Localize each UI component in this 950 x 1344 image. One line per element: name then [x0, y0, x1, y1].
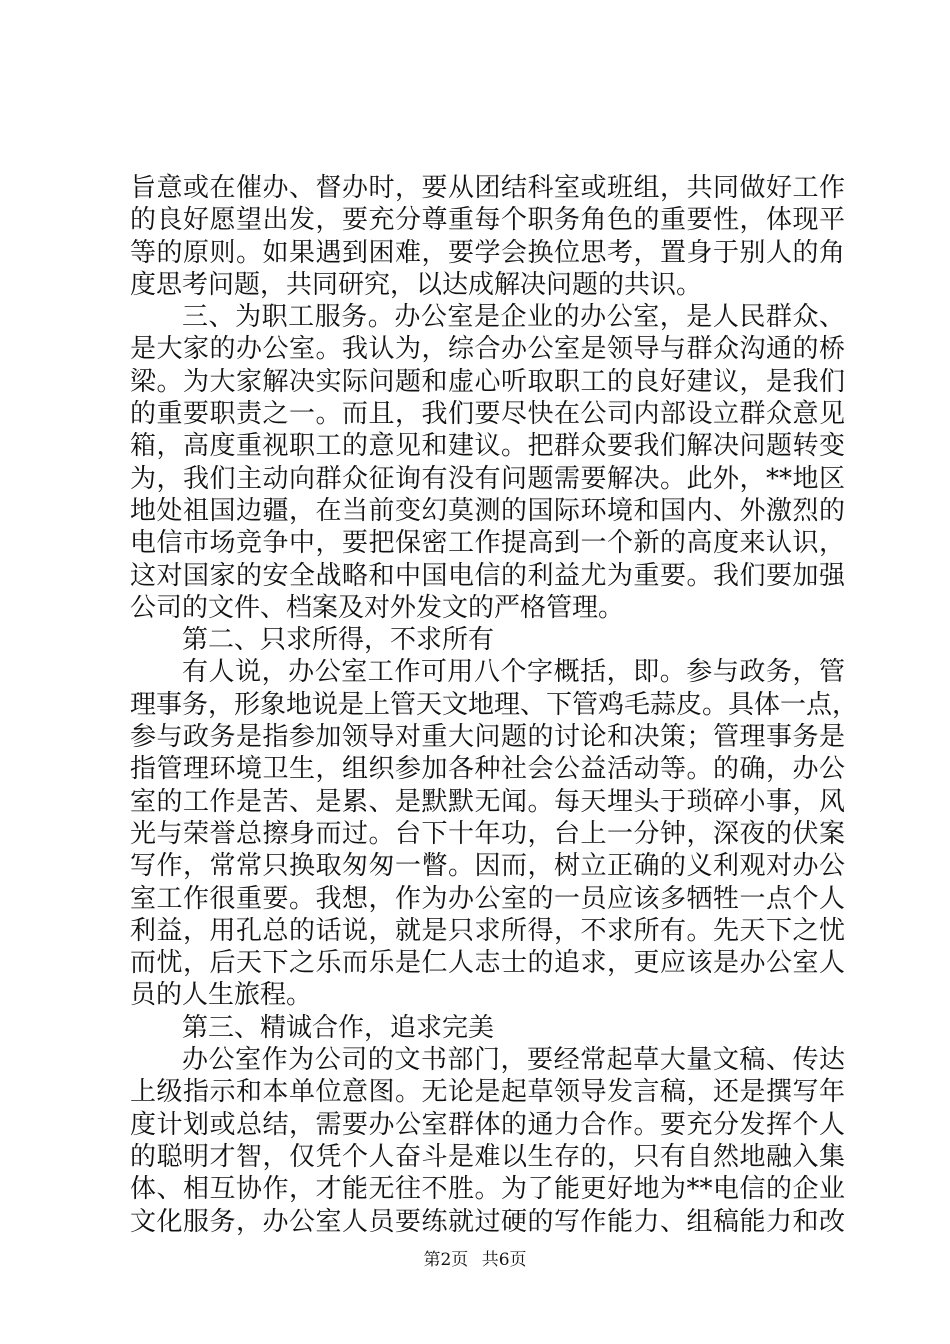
text-line: 写作，常常只换取匆匆一瞥。因而，树立正确的义利观对办公 — [130, 851, 845, 882]
text-line: 等的原则。如果遇到困难，要学会换位思考，置身于别人的角 — [130, 237, 845, 268]
text-line: 室工作很重要。我想，作为办公室的一员应该多牺牲一点个人 — [130, 883, 845, 914]
text-line: 指管理环境卫生，组织参加各种社会公益活动等。的确，办公 — [130, 754, 845, 785]
text-line: 文化服务，办公室人员要练就过硬的写作能力、组稿能力和改 — [130, 1206, 845, 1237]
text-line: 是大家的办公室。我认为，综合办公室是领导与群众沟通的桥 — [130, 334, 845, 365]
text-line: 的良好愿望出发，要充分尊重每个职务角色的重要性，体现平 — [130, 205, 845, 236]
section-heading-line: 三、为职工服务。办公室是企业的办公室，是人民群众、 — [182, 302, 845, 333]
text-line: 度计划或总结，需要办公室群体的通力合作。要充分发挥个人 — [130, 1109, 845, 1140]
text-line: 员的人生旅程。 — [130, 980, 313, 1011]
page-footer — [0, 1245, 950, 1270]
text-line: 体、相互协作，才能无往不胜。为了能更好地为**电信的企业 — [130, 1174, 845, 1205]
text-line: 室的工作是苦、是累、是默默无闻。每天埋头于琐碎小事，风 — [130, 786, 845, 817]
text-line: 办公室作为公司的文书部门，要经常起草大量文稿、传达 — [182, 1045, 845, 1076]
text-line: 上级指示和本单位意图。无论是起草领导发言稿，还是撰写年 — [130, 1077, 845, 1108]
section-heading: 第三、精诚合作，追求完美 — [182, 1012, 495, 1043]
text-line: 参与政务是指参加领导对重大问题的讨论和决策；管理事务是 — [130, 722, 845, 753]
section-heading: 第二、只求所得，不求所有 — [182, 625, 495, 656]
text-line: 箱，高度重视职工的意见和建议。把群众要我们解决问题转变 — [130, 431, 845, 462]
text-line: 的重要职责之一。而且，我们要尽快在公司内部设立群众意见 — [130, 399, 845, 430]
text-line: 而忧，后天下之乐而乐是仁人志士的追求，更应该是办公室人 — [130, 948, 845, 979]
text-line: 利益，用孔总的话说，就是只求所得，不求所有。先天下之忧 — [130, 915, 845, 946]
text-line: 这对国家的安全战略和中国电信的利益尤为重要。我们要加强 — [130, 560, 845, 591]
text-line: 光与荣誉总擦身而过。台下十年功，台上一分钟，深夜的伏案 — [130, 818, 845, 849]
text-line: 公司的文件、档案及对外发文的严格管理。 — [130, 592, 625, 623]
text-line: 度思考问题，共同研究，以达成解决问题的共识。 — [130, 269, 703, 300]
text-line: 旨意或在催办、督办时，要从团结科室或班组，共同做好工作 — [130, 173, 845, 203]
text-line: 为，我们主动向群众征询有没有问题需要解决。此外，**地区 — [130, 463, 845, 494]
document-body — [130, 172, 859, 1238]
text-line: 地处祖国边疆，在当前变幻莫测的国际环境和国内、外激烈的 — [130, 495, 845, 526]
text-line: 梁。为大家解决实际问题和虚心听取职工的良好建议，是我们 — [130, 366, 845, 397]
page-total: 共6页 — [481, 1250, 527, 1270]
text-line: 有人说，办公室工作可用八个字概括，即。参与政务，管 — [182, 657, 845, 688]
text-line: 电信市场竞争中，要把保密工作提高到一个新的高度来认识， — [130, 528, 845, 559]
text-line: 理事务，形象地说是上管天文地理、下管鸡毛蒜皮。具体一点， — [130, 689, 859, 720]
page-number: 第2页 — [423, 1250, 469, 1270]
text-line: 的聪明才智，仅凭个人奋斗是难以生存的，只有自然地融入集 — [130, 1141, 845, 1172]
